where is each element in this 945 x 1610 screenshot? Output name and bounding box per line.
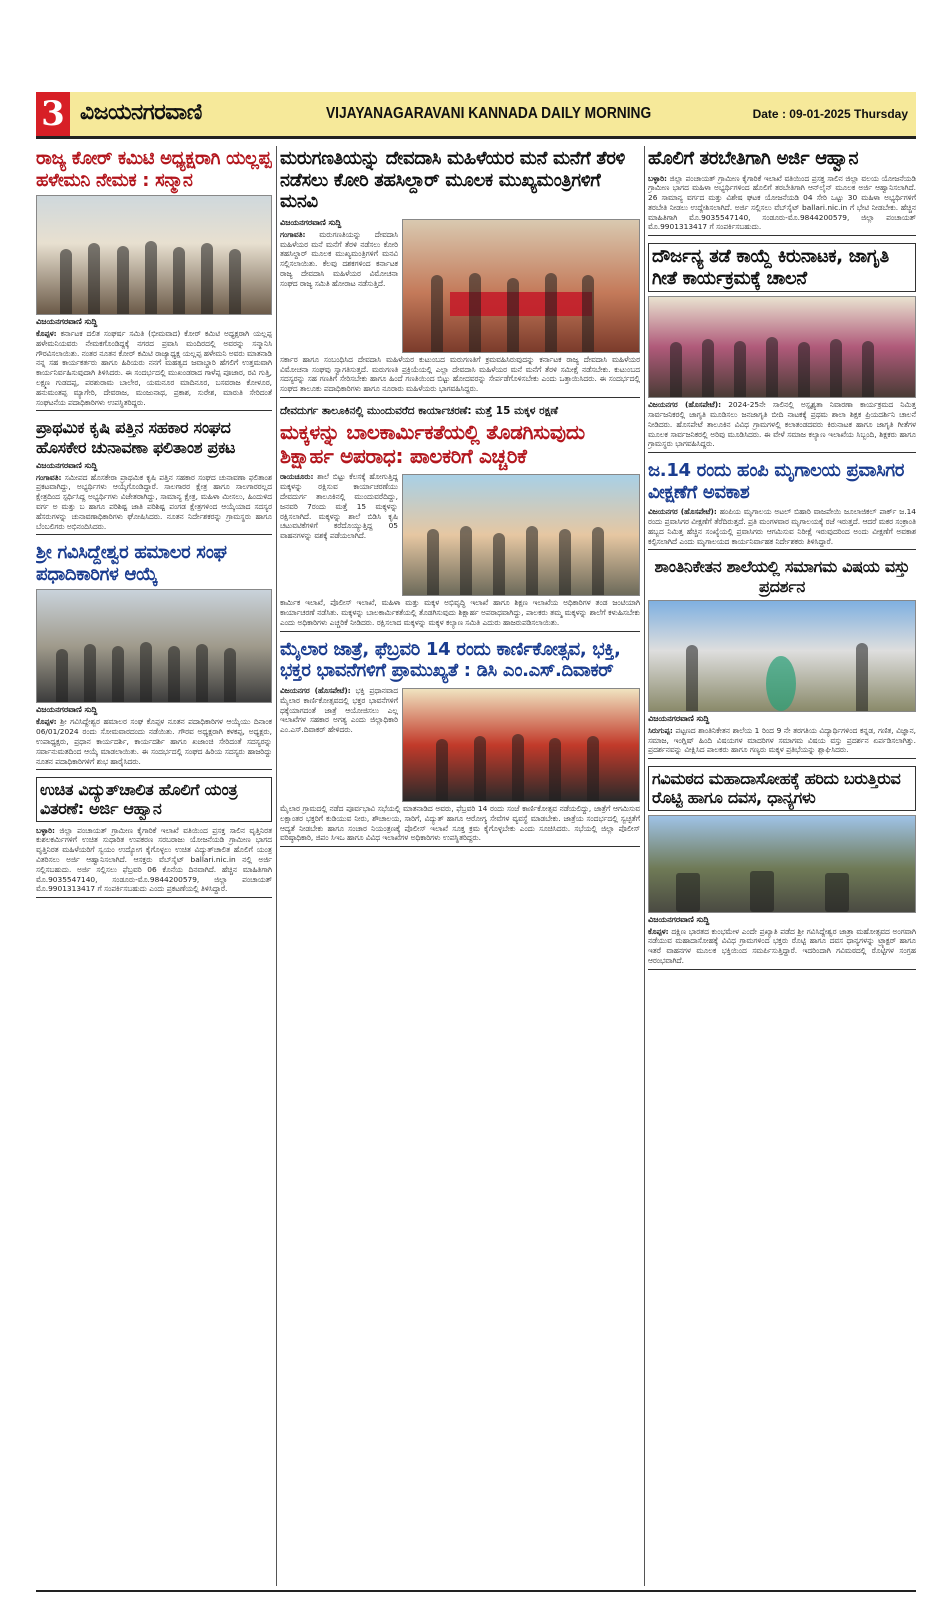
headline: ಜ.14 ರಂದು ಹಂಪಿ ಮೃಗಾಲಯ ಪ್ರವಾಸಿಗರ ವೀಕ್ಷಣೆಗೆ ಅವಕಾಶ — [648, 460, 905, 503]
headline: ಮಕ್ಕಳನ್ನು ಬಾಲಕಾರ್ಮಿಕತೆಯಲ್ಲಿ ತೊಡಗಿಸುವುದು ಶಿಕ್ಷಾರ್ಹ ಅಪರಾಧ: ಪಾಲಕರಿಗೆ ಎಚ್ಚರಿಕೆ — [280, 420, 585, 469]
article-pacs-election — [36, 416, 272, 535]
article-gavimath-dasoha — [648, 764, 916, 969]
article-shantiniketan-exhibition — [648, 555, 916, 759]
page-number: 3 — [36, 92, 70, 136]
article-devadasi-survey — [280, 146, 640, 398]
headline: ಮೈಲಾರ ಜಾತ್ರೆ, ಫೆಬ್ರವರಿ 14 ರಂದು ಕಾರ್ಣಿಕೋತ್ಸವ, ಭಕ್ತಿ, ಭಕ್ತರ ಭಾವನೆಗಳಿಗೆ ಪ್ರಾಮುಖ್ಯತೆ : ಡಿಸಿ ಎಂ.ಎಸ್.ದಿವಾಕರ್ — [280, 638, 621, 682]
photo-exhibition — [648, 600, 916, 712]
photo-felicitation — [36, 195, 272, 315]
article-mailara-jatre — [280, 637, 640, 847]
photo-caption: ವಿಜಯನಗರವಾಣಿ ಸುದ್ದಿ — [648, 914, 710, 924]
article-lead — [280, 686, 398, 804]
headline: ಮರುಗಣತಿಯನ್ನು ದೇವದಾಸಿ ಮಹಿಳೆಯರ ಮನೆ ಮನೆಗೆ ತೆರಳಿ ನಡೆಸಲು ಕೋರಿ ತಹಸಿಲ್ದಾರ್ ಮೂಲಕ ಮುಖ್ಯಮಂತ್ರಿಗಳಿಗೆ ಮನವಿ — [280, 148, 626, 213]
article-hampi-zoo — [648, 458, 916, 550]
article-body-lead: ರಾಯಚೂರು: ಶಾಲೆ ಬಿಟ್ಟು ಕೆಲಸಕ್ಕೆ ಹೋಗುತ್ತಿದ್ದ ಮಕ್ಕಳನ್ನು ರಕ್ಷಿಸುವ ಕಾರ್ಯಾಚರಣೆಯು ದೇವದುರ್ಗ ತಾಲೂಕಿನಲ್ಲಿ ಮುಂದುವರೆದಿದ್ದು, ಜನವರಿ 7ರಂದು ಮತ್ತೆ 15 ಮಕ್ಕಳನ್ನು ರಕ್ಷಿಸಲಾಗಿದೆ. ಮಕ್ಕಳನ್ನು ಶಾಲೆ ಬಿಡಿಸಿ ಕೃಷಿ ಚಟುವಟಿಕೆಗಳಿಗೆ ಕರೆದೊಯ್ಯುತ್ತಿದ್ದ 05 ವಾಹನಗಳನ್ನು ವಶಕ್ಕೆ ಪಡೆಯಲಾಗಿದೆ. — [280, 472, 398, 541]
column-divider — [644, 146, 645, 1586]
article-sewing-training — [648, 146, 916, 236]
article-lead — [280, 217, 398, 355]
article-sewing-machine — [36, 775, 272, 898]
article-core-committee — [36, 146, 272, 411]
article-lead — [280, 472, 398, 598]
bottom-rule — [36, 1590, 916, 1592]
article-body-lead: ಗಂಗಾವತಿ: ಮರುಗಣತಿಯನ್ನು ದೇವದಾಸಿ ಮಹಿಳೆಯರ ಮನೆ ಮನೆಗೆ ತೆರಳಿ ನಡೆಸಲು ಕೋರಿ ತಹಸಿಲ್ದಾರ್ ಮೂಲಕ ಮುಖ್ಯಮಂತ್ರಿಗಳಿಗೆ ಮನವಿ ಸಲ್ಲಿಸಲಾಯಿತು. ಕೆಲವು ದಶಕಗಳಿಂದ ಕರ್ನಾಟಕ ರಾಜ್ಯ ದೇವದಾಸಿ ಮಹಿಳೆಯರ ವಿಮೋಚನಾ ಸಂಘದ ರಾಜ್ಯ ಸಮಿತಿ ಹೋರಾಟ ನಡೆಸುತ್ತಿದೆ. — [280, 229, 398, 288]
article-body: ಕಾರ್ಮಿಕ ಇಲಾಖೆ, ಪೊಲೀಸ್ ಇಲಾಖೆ, ಮಹಿಳಾ ಮತ್ತು ಮಕ್ಕಳ ಅಭಿವೃದ್ಧಿ ಇಲಾಖೆ ಹಾಗೂ ಶಿಕ್ಷಣ ಇಲಾಖೆಯ ಅಧಿಕಾರಿಗಳ ತಂಡ ಜಂಟಿಯಾಗಿ ಕಾರ್ಯಾಚರಣೆ ನಡೆಸಿತು. ಮಕ್ಕಳನ್ನು ಬಾಲಕಾರ್ಮಿಕತೆಯಲ್ಲಿ ತೊಡಗಿಸುವುದು ಶಿಕ್ಷಾರ್ಹ ಅಪರಾಧವಾಗಿದ್ದು, ಪಾಲಕರು ತಮ್ಮ ಮಕ್ಕಳನ್ನು ಶಾಲೆಗೆ ಕಳುಹಿಸಬೇಕು ಎಂದು ಅಧಿಕಾರಿಗಳು ಎಚ್ಚರಿಕೆ ನೀಡಿದರು. ರಕ್ಷಿಸಲಾದ ಮಕ್ಕಳನ್ನು ಮಕ್ಕಳ ಕಲ್ಯಾಣ ಸಮಿತಿ ಎದುರು ಹಾಜರುಪಡಿಸಲಾಯಿತು. — [280, 598, 640, 628]
article-body: ಮೈಲಾರ ಗ್ರಾಮದಲ್ಲಿ ನಡೆದ ಪೂರ್ವಭಾವಿ ಸಭೆಯಲ್ಲಿ ಮಾತನಾಡಿದ ಅವರು, ಫೆಬ್ರವರಿ 14 ರಂದು ಸಂಜೆ ಕಾರ್ಣಿಕೋತ್ಸವ ನಡೆಯಲಿದ್ದು, ಜಾತ್ರೆಗೆ ಆಗಮಿಸುವ ಲಕ್ಷಾಂತರ ಭಕ್ತರಿಗೆ ಕುಡಿಯುವ ನೀರು, ಶೌಚಾಲಯ, ಸಾರಿಗೆ, ವಿದ್ಯುತ್ ಹಾಗೂ ಆರೋಗ್ಯ ಸೇವೆಗಳ ವ್ಯವಸ್ಥೆ ಮಾಡಬೇಕು. ಜಾತ್ರೆಯ ಸಂದರ್ಭದಲ್ಲಿ ಸ್ವಚ್ಛತೆಗೆ ಆದ್ಯತೆ ನೀಡಬೇಕು ಹಾಗೂ ಸಂಚಾರ ನಿಯಂತ್ರಣಕ್ಕೆ ಪೊಲೀಸ್ ಇಲಾಖೆ ಸೂಕ್ತ ಕ್ರಮ ಕೈಗೊಳ್ಳಬೇಕು ಎಂದು ಸೂಚಿಸಿದರು. ಸಭೆಯಲ್ಲಿ ಜಿಲ್ಲಾ ಪೊಲೀಸ್ ವರಿಷ್ಠಾಧಿಕಾರಿ, ಜಿಪಂ ಸಿಇಒ ಹಾಗೂ ವಿವಿಧ ಇಲಾಖೆಗಳ ಅಧಿಕಾರಿಗಳು ಉಪಸ್ಥಿತರಿದ್ದರು. — [280, 803, 640, 843]
photo-devadasi-protest — [402, 219, 640, 353]
byline: ವಿಜಯನಗರವಾಣಿ ಸುದ್ದಿ — [280, 217, 342, 227]
byline: ವಿಜಯನಗರವಾಣಿ ಸುದ್ದಿ — [36, 460, 98, 470]
photo-awareness-drama — [648, 296, 916, 398]
photo-dc-meeting — [402, 688, 640, 802]
article-body: ಬಳ್ಳಾರಿ: ಜಿಲ್ಲಾ ಪಂಚಾಯತ್ ಗ್ರಾಮೀಣ ಕೈಗಾರಿಕೆ ಇಲಾಖೆ ವತಿಯಿಂದ ಪ್ರಸಕ್ತ ಸಾಲಿನ ವೃತ್ತಿನಿರತ ಕುಶಲಕರ್ಮಿಗಳಿಗೆ ಉಚಿತ ಸುಧಾರಿತ ಉಪಕರಣ ಸರಬರಾಜು ಯೋಜನೆಯಡಿ ಗ್ರಾಮೀಣ ಭಾಗದ ವೃತ್ತಿನಿರತ ಮಹಿಳೆಯರಿಗೆ ಸ್ವಯಂ ಉದ್ಯೋಗ ಕೈಗೊಳ್ಳಲು ಉಚಿತ ವಿದ್ಯುತ್‌ಚಾಲಿತ ಹೊಲಿಗೆ ಯಂತ್ರ ವಿತರಿಸಲು ಅರ್ಜಿ ಆಹ್ವಾನಿಸಲಾಗಿದೆ. ಆಸಕ್ತರು ವೆಬ್‌ಸೈಟ್ ballari.nic.in ನಲ್ಲಿ ಅರ್ಜಿ ಸಲ್ಲಿಸಬಹುದು. ಅರ್ಜಿ ಸಲ್ಲಿಸಲು ಫೆಬ್ರವರಿ 06 ಕೊನೆಯ ದಿನವಾಗಿದೆ. ಹೆಚ್ಚಿನ ಮಾಹಿತಿಗಾಗಿ ಮೊ.9035547140, ಸಂಡೂರು-ಮೊ.9844200579, ಜಿಲ್ಲಾ ಪಂಚಾಯತ್ ಮೊ.9901313417 ಗೆ ಸಂಪರ್ಕಿಸಬಹುದು ಎಂದು ಪ್ರಕಟಣೆಯಲ್ಲಿ ತಿಳಿಸಿದ್ದಾರೆ. — [36, 825, 272, 894]
headline: ಶಾಂತಿನಿಕೇತನ ಶಾಲೆಯಲ್ಲಿ ಸಮಾಗಮ ವಿಷಯ ವಸ್ತು ಪ್ರದರ್ಶನ — [654, 557, 910, 596]
masthead-date: Date : 09-01-2025 Thursday — [752, 107, 908, 121]
photo-child-rescue — [402, 474, 640, 596]
column-divider — [276, 146, 277, 1586]
article-row — [280, 686, 640, 804]
headline: ಗವಿಮಠದ ಮಹಾದಾಸೋಹಕ್ಕೆ ಹರಿದು ಬರುತ್ತಿರುವ ರೊಟ್ಟಿ ಹಾಗೂ ದವಸ, ಧಾನ್ಯಗಳು — [648, 766, 916, 810]
article-body: ಬಳ್ಳಾರಿ: ಜಿಲ್ಲಾ ಪಂಚಾಯತ್ ಗ್ರಾಮೀಣ ಕೈಗಾರಿಕೆ ಇಲಾಖೆ ವತಿಯಿಂದ ಪ್ರಸಕ್ತ ಸಾಲಿನ ಜಿಲ್ಲಾ ವಲಯ ಯೋಜನೆಯಡಿ ಗ್ರಾಮೀಣ ಭಾಗದ ಮಹಿಳಾ ಅಭ್ಯರ್ಥಿಗಳಿಂದ ಹೊಲಿಗೆ ತರಬೇತಿಗಾಗಿ ಆನ್‌ಲೈನ್ ಮೂಲಕ ಅರ್ಜಿ ಆಹ್ವಾನಿಸಲಾಗಿದೆ. 26 ಸಾಮಾನ್ಯ ವರ್ಗದ ಮತ್ತು ವಿಶೇಷ ಘಟಕ ಯೋಜನೆಯಡಿ 04 ಸೇರಿ ಒಟ್ಟು 30 ಮಹಿಳಾ ಅಭ್ಯರ್ಥಿಗಳಿಗೆ ತರಬೇತಿ ನೀಡಲು ಉದ್ದೇಶಿಸಲಾಗಿದೆ. ಅರ್ಜಿ ಸಲ್ಲಿಸಲು ವೆಬ್‌ಸೈಟ್ ballari.nic.in ಗೆ ಭೇಟಿ ನೀಡಬೇಕು. ಹೆಚ್ಚಿನ ಮಾಹಿತಿಗಾಗಿ ಮೊ.9035547140, ಸಂಡೂರು-ಮೊ.9844200579, ಜಿಲ್ಲಾ ಪಂಚಾಯತ್ ಮೊ.9901313417 ಗೆ ಸಂಪರ್ಕಿಸಬಹುದು. — [648, 173, 916, 232]
headline: ಪ್ರಾಥಮಿಕ ಕೃಷಿ ಪತ್ತಿನ ಸಹಕಾರ ಸಂಘದ ಹೊಸಕೇರ ಚುನಾವಣಾ ಫಲಿತಾಂಶ ಪ್ರಕಟ — [36, 418, 236, 457]
photo-hamalara-group — [36, 589, 272, 703]
article-body: ವಿಜಯನಗರ (ಹೊಸಪೇಟೆ): ಹಂಪಿಯ ಮೃಗಾಲಯ ಅಟಲ್ ಬಿಹಾರಿ ವಾಜಪೇಯಿ ಜೂಲಾಜಿಕಲ್ ಪಾರ್ಕ್ ಜ.14 ರಂದು ಪ್ರವಾಸಿಗರ ವೀಕ್ಷಣೆಗೆ ತೆರೆದಿರುತ್ತದೆ. ಪ್ರತಿ ಮಂಗಳವಾರ ಮೃಗಾಲಯಕ್ಕೆ ರಜೆ ಇರುತ್ತದೆ. ಆದರೆ ಮಕರ ಸಂಕ್ರಾಂತಿ ಹಬ್ಬದ ನಿಮಿತ್ತ ಹೆಚ್ಚಿನ ಸಂಖ್ಯೆಯಲ್ಲಿ ಪ್ರವಾಸಿಗರು ಆಗಮಿಸುವ ನಿರೀಕ್ಷೆ ಇರುವುದರಿಂದ ಅಂದು ವೀಕ್ಷಣೆಗೆ ಅವಕಾಶ ಕಲ್ಪಿಸಲಾಗಿದೆ ಎಂದು ಮೃಗಾಲಯದ ಕಾರ್ಯನಿರ್ವಾಹಕ ನಿರ್ದೇಶಕರು ತಿಳಿಸಿದ್ದಾರೆ. — [648, 507, 916, 546]
article-row — [280, 217, 640, 355]
masthead-title-kannada: ವಿಜಯನಗರವಾಣಿ — [80, 100, 202, 125]
article-body: ಸಿರುಗುಪ್ಪ: ಪಟ್ಟಣದ ಶಾಂತಿನಿಕೇತನ ಶಾಲೆಯ 1 ರಿಂದ 9 ನೇ ತರಗತಿಯ ವಿದ್ಯಾರ್ಥಿಗಳಿಂದ ಕನ್ನಡ, ಗಣಿತ, ವಿಜ್ಞಾನ, ಸಮಾಜ, ಇಂಗ್ಲಿಷ್ ಹಿಂದಿ ವಿಷಯಗಳ ಮಾದರಿಗಳ ಸಮಾಗಮ ವಿಷಯ ವಸ್ತು ಪ್ರದರ್ಶನ ಏರ್ಪಡಿಸಲಾಗಿತ್ತು. ಪ್ರದರ್ಶನವನ್ನು ವೀಕ್ಷಿಸಿದ ಪಾಲಕರು ಹಾಗೂ ಗಣ್ಯರು ಮಕ್ಕಳ ಪ್ರತಿಭೆಯನ್ನು ಶ್ಲಾಘಿಸಿದರು. — [648, 725, 916, 755]
byline: ವಿಜಯನಗರವಾಣಿ ಸುದ್ದಿ — [36, 317, 98, 327]
article-atrocity-awareness — [648, 241, 916, 453]
article-body: ವಿಜಯನಗರ (ಹೊಸಪೇಟೆ): 2024-25ನೇ ಸಾಲಿನಲ್ಲಿ ಅಸ್ಪೃಶ್ಯತಾ ನಿವಾರಣಾ ಕಾರ್ಯಕ್ರಮದ ನಿಮಿತ್ತ ಸಾರ್ವಜನಿಕರಲ್ಲಿ ಜಾಗೃತಿ ಮೂಡಿಸಲು ಜನಜಾಗೃತಿ ಬೀದಿ ನಾಟಕಕ್ಕೆ ಪ್ರಥಮ ಶಾಲಾ ಶಿಕ್ಷಕ ಪ್ರಿಯದರ್ಶಿನಿ ಚಾಲನೆ ನೀಡಿದರು. ಹೊಸಪೇಟೆ ತಾಲೂಕಿನ ವಿವಿಧ ಗ್ರಾಮಗಳಲ್ಲಿ ಕಲಾತಂಡದವರು ಕಿರುನಾಟಕ ಹಾಗೂ ಜಾಗೃತಿ ಗೀತೆಗಳ ಮೂಲಕ ಸಾರ್ವಜನಿಕರಲ್ಲಿ ಅರಿವು ಮೂಡಿಸಿದರು. ಈ ವೇಳೆ ಸಮಾಜ ಕಲ್ಯಾಣ ಇಲಾಖೆಯ ಸಿಬ್ಬಂದಿ, ಶಿಕ್ಷಕರು ಹಾಗೂ ಗ್ರಾಮಸ್ಥರು ಭಾಗವಹಿಸಿದ್ದರು. — [648, 400, 916, 449]
photo-caption: ವಿಜಯನಗರವಾಣಿ ಸುದ್ದಿ — [36, 705, 98, 715]
article-body-lead: ವಿಜಯನಗರ (ಹೊಸಪೇಟೆ): ಭಕ್ತಿ ಪ್ರಧಾನವಾದ ಮೈಲಾರ ಕಾರ್ಣಿಕೋತ್ಸವದಲ್ಲಿ ಭಕ್ತರ ಭಾವನೆಗಳಿಗೆ ಧಕ್ಕೆಯಾಗದಂತೆ ಜಾತ್ರೆ ಆಯೋಜಿಸಲು ಎಲ್ಲ ಇಲಾಖೆಗಳ ಸಹಕಾರ ಅಗತ್ಯ ಎಂದು ಜಿಲ್ಲಾಧಿಕಾರಿ ಎಂ.ಎಸ್.ದಿವಾಕರ್ ಹೇಳಿದರು. — [280, 685, 399, 735]
masthead — [36, 92, 916, 139]
masthead-title-english: VIJAYANAGARAVANI KANNADA DAILY MORNING — [326, 105, 652, 122]
headline: ಶ್ರೀ ಗವಿಸಿದ್ದೇಶ್ವರ ಹಮಾಲರ ಸಂಘ ಪಧಾದಿಕಾರಿಗಳ ಆಯ್ಕೆ — [36, 542, 227, 585]
headline: ದೌರ್ಜನ್ಯ ತಡೆ ಕಾಯ್ದೆ ಕಿರುನಾಟಕ, ಜಾಗೃತಿ ಗೀತೆ ಕಾರ್ಯಕ್ರಮಕ್ಕೆ ಚಾಲನೆ — [648, 243, 916, 292]
article-body: ಸರ್ಕಾರ ಹಾಗೂ ಸಂಬಂಧಿಸಿದ ದೇವದಾಸಿ ಮಹಿಳೆಯರ ಕುಟುಂಬದ ಮರುಗಣತಿಗೆ ಕ್ರಮವಹಿಸಿರುವುದನ್ನು ಕರ್ನಾಟಕ ರಾಜ್ಯ ದೇವದಾಸಿ ಮಹಿಳೆಯರ ವಿಮೋಚನಾ ಸಂಘವು ಸ್ವಾಗತಿಸುತ್ತದೆ. ಮರುಗಣತಿ ಪ್ರಕ್ರಿಯೆಯಲ್ಲಿ ಎಲ್ಲಾ ದೇವದಾಸಿ ಮಹಿಳೆಯರ ಮನೆ ಮನೆಗೆ ತೆರಳಿ ಸಮೀಕ್ಷೆ ನಡೆಸಬೇಕು. ಕುಟುಂಬದ ಸದಸ್ಯರನ್ನು ಸಹ ಗಣತಿಗೆ ಸೇರಿಸಬೇಕು ಹಾಗೂ ಹಿಂದೆ ಗಣತಿಯಿಂದ ಬಿಟ್ಟು ಹೋದವರನ್ನು ಸೇರ್ಪಡೆಗೊಳಿಸಬೇಕು ಎಂದು ಒತ್ತಾಯಿಸಿದರು. ಈ ಸಂದರ್ಭದಲ್ಲಿ ಸಂಘದ ತಾಲೂಕು ಪದಾಧಿಕಾರಿಗಳು ಹಾಗೂ ನೂರಾರು ಮಹಿಳೆಯರು ಭಾಗವಹಿಸಿದ್ದರು. — [280, 354, 640, 394]
headline: ಉಚಿತ ವಿದ್ಯುತ್‌ಚಾಲಿತ ಹೊಲಿಗೆ ಯಂತ್ರ ವಿತರಣೆ: ಅರ್ಜಿ ಆಹ್ವಾನ — [36, 777, 272, 821]
article-body: ಗಂಗಾವತಿ: ಸಮೀಪದ ಹೊಸಕೇರಾ ಪ್ರಾಥಮಿಕ ಕೃಷಿ ಪತ್ತಿನ ಸಹಕಾರ ಸಂಘದ ಚುನಾವಣಾ ಫಲಿತಾಂಶ ಪ್ರಕಟವಾಗಿದ್ದು, ಅಭ್ಯರ್ಥಿಗಳು ಆಯ್ಕೆಗೊಂಡಿದ್ದಾರೆ. ಸಾಲಗಾರರ ಕ್ಷೇತ್ರ ಹಾಗೂ ಸಾಲಗಾರರಲ್ಲದ ಕ್ಷೇತ್ರದಿಂದ ಸ್ಪರ್ಧಿಸಿದ್ದ ಅಭ್ಯರ್ಥಿಗಳು ವಿಜೇತರಾಗಿದ್ದು, ಸಾಮಾನ್ಯ ಕ್ಷೇತ್ರ, ಮಹಿಳಾ ಮೀಸಲು, ಹಿಂದುಳಿದ ವರ್ಗ ಅ ಮತ್ತು ಬ ಹಾಗೂ ಪರಿಶಿಷ್ಟ ಜಾತಿ ಪರಿಶಿಷ್ಟ ಪಂಗಡ ಕ್ಷೇತ್ರಗಳಿಂದ ಆಯ್ಕೆಯಾದ ಸದಸ್ಯರ ಹೆಸರುಗಳನ್ನು ಚುನಾವಣಾಧಿಕಾರಿಗಳು ಘೋಷಿಸಿದರು. ನೂತನ ನಿರ್ದೇಶಕರನ್ನು ಗ್ರಾಮಸ್ಥರು ಹಾಗೂ ಬೆಂಬಲಿಗರು ಅಭಿನಂದಿಸಿದರು. — [36, 472, 272, 531]
article-child-labour — [280, 403, 640, 632]
photo-caption: ವಿಜಯನಗರವಾಣಿ ಸುದ್ದಿ — [648, 713, 710, 723]
column-left — [36, 146, 272, 1586]
kicker: ದೇವದುರ್ಗ ತಾಲೂಕಿನಲ್ಲಿ ಮುಂದುವರೆದ ಕಾರ್ಯಾಚರಣೆ: ಮತ್ತೆ 15 ಮಕ್ಕಳ ರಕ್ಷಣೆ — [280, 404, 559, 417]
photo-tractors — [648, 815, 916, 913]
article-row — [280, 472, 640, 598]
column-center — [280, 146, 640, 1586]
article-body: ಕೊಪ್ಪಳ: ಶ್ರೀ ಗವಿಸಿದ್ದೇಶ್ವರ ಹಮಾಲರ ಸಂಘ ಕೊಪ್ಪಳ ನೂತನ ಪದಾಧಿಕಾರಿಗಳ ಆಯ್ಕೆಯು ದಿನಾಂಕ 06/01/2024 ರಂದು ಸೋಮವಾರದಂದು ನಡೆಯಿತು. ಗೌರವ ಅಧ್ಯಕ್ಷರಾಗಿ ಕಳಕಪ್ಪ, ಅಧ್ಯಕ್ಷರು, ಉಪಾಧ್ಯಕ್ಷರು, ಪ್ರಧಾನ ಕಾರ್ಯದರ್ಶಿ, ಕಾರ್ಯದರ್ಶಿ ಹಾಗೂ ಖಜಾಂಚಿ ಸೇರಿದಂತೆ ಸದಸ್ಯರನ್ನು ಸರ್ವಾನುಮತದಿಂದ ಆಯ್ಕೆ ಮಾಡಲಾಯಿತು. ಈ ಸಂದರ್ಭದಲ್ಲಿ ಸಂಘದ ಹಿರಿಯ ಸದಸ್ಯರು ಹಾಜರಿದ್ದು ನೂತನ ಪದಾಧಿಕಾರಿಗಳಿಗೆ ಶುಭ ಹಾರೈಸಿದರು. — [36, 717, 272, 766]
headline: ರಾಜ್ಯ ಕೋರ್ ಕಮಿಟಿ ಅಧ್ಯಕ್ಷರಾಗಿ ಯಲ್ಲಪ್ಪ ಹಳೇಮನಿ ನೇಮಕ : ಸನ್ಮಾನ — [36, 148, 272, 191]
article-body: ಕೊಪ್ಪಳ: ದಕ್ಷಿಣ ಭಾರತದ ಕುಂಭಮೇಳ ಎಂದೇ ಪ್ರಖ್ಯಾತಿ ಪಡೆದ ಶ್ರೀ ಗವಿಸಿದ್ದೇಶ್ವರ ಜಾತ್ರಾ ಮಹೋತ್ಸವದ ಅಂಗವಾಗಿ ನಡೆಯುವ ಮಹಾದಾಸೋಹಕ್ಕೆ ವಿವಿಧ ಗ್ರಾಮಗಳಿಂದ ಭಕ್ತರು ರೊಟ್ಟಿ ಹಾಗೂ ದವಸ ಧಾನ್ಯಗಳನ್ನು ಟ್ರ್ಯಾಕ್ಟರ್ ಹಾಗೂ ಇತರೆ ವಾಹನಗಳ ಮೂಲಕ ಭಕ್ತಿಯಿಂದ ಸಮರ್ಪಿಸುತ್ತಿದ್ದಾರೆ. ಇದರಿಂದಾಗಿ ಗವಿಮಠದಲ್ಲಿ ರೊಟ್ಟಿಗಳ ಸಂಗ್ರಹ ಆರಂಭವಾಗಿದೆ. — [648, 926, 916, 965]
column-right — [648, 146, 916, 1586]
headline: ಹೊಲಿಗೆ ತರಬೇತಿಗಾಗಿ ಅರ್ಜಿ ಆಹ್ವಾನ — [648, 148, 859, 169]
article-hamalara-sangha — [36, 540, 272, 770]
article-body: ಕೊಪ್ಪಳ: ಕರ್ನಾಟಕ ದಲಿತ ಸಂಘರ್ಷ ಸಮಿತಿ (ಭೀಮವಾದ) ಕೋರ್ ಕಮಿಟಿ ಅಧ್ಯಕ್ಷರಾಗಿ ಯಲ್ಲಪ್ಪ ಹಳೇಮನಿಯವರು ನೇಮಕಗೊಂಡಿದ್ದಕ್ಕೆ ನಗರದ ಪ್ರವಾಸಿ ಮಂದಿರದಲ್ಲಿ ಅವರನ್ನು ಸನ್ಮಾನಿಸಿ ಗೌರವಿಸಲಾಯಿತು. ನಂತರ ನೂತನ ಕೋರ್ ಕಮಿಟಿ ರಾಜ್ಯಾಧ್ಯಕ್ಷ ಯಲ್ಲಪ್ಪ ಹಳೇಮನಿ ಅವರು ಮಾತನಾಡಿ ನನ್ನ ಸಹ ಕಾರ್ಯಕರ್ತರು ಹಾಗೂ ಹಿರಿಯರು ನನಗೆ ಮಹತ್ವದ ಜವಾಬ್ದಾರಿ ಹೆಗಲಿಗೆ ಉತ್ತಮವಾಗಿ ಕಾರ್ಯನಿರ್ವಹಿಸುವುದಾಗಿ ತಿಳಿಸಿದರು. ಈ ಸಂದರ್ಭದಲ್ಲಿ ಮುಖಂಡರಾದ ಗಾಳೆಪ್ಪ ಪೂಜಾರ, ರವಿ ಗುತ್ತಿ, ಲಕ್ಷ್ಮಣ ಗುಡದಪ್ಪ, ಪರಶುರಾಮ ಬಾಲೇರ, ಯಮನೂರ ಮಾದಿನೂರ, ಬಸವರಾಜ ಕೋಳೂರ, ಹನುಮಂತಪ್ಪ ಮ್ಯಾಗೇರಿ, ದೇವರಾಜ, ಮಂಜುನಾಥ, ಪ್ರಕಾಶ, ಸುರೇಶ, ಮಾರುತಿ ಸೇರಿದಂತೆ ಸಂಘಟನೆಯ ಪದಾಧಿಕಾರಿಗಳು ಉಪಸ್ಥಿತರಿದ್ದರು. — [36, 329, 272, 407]
